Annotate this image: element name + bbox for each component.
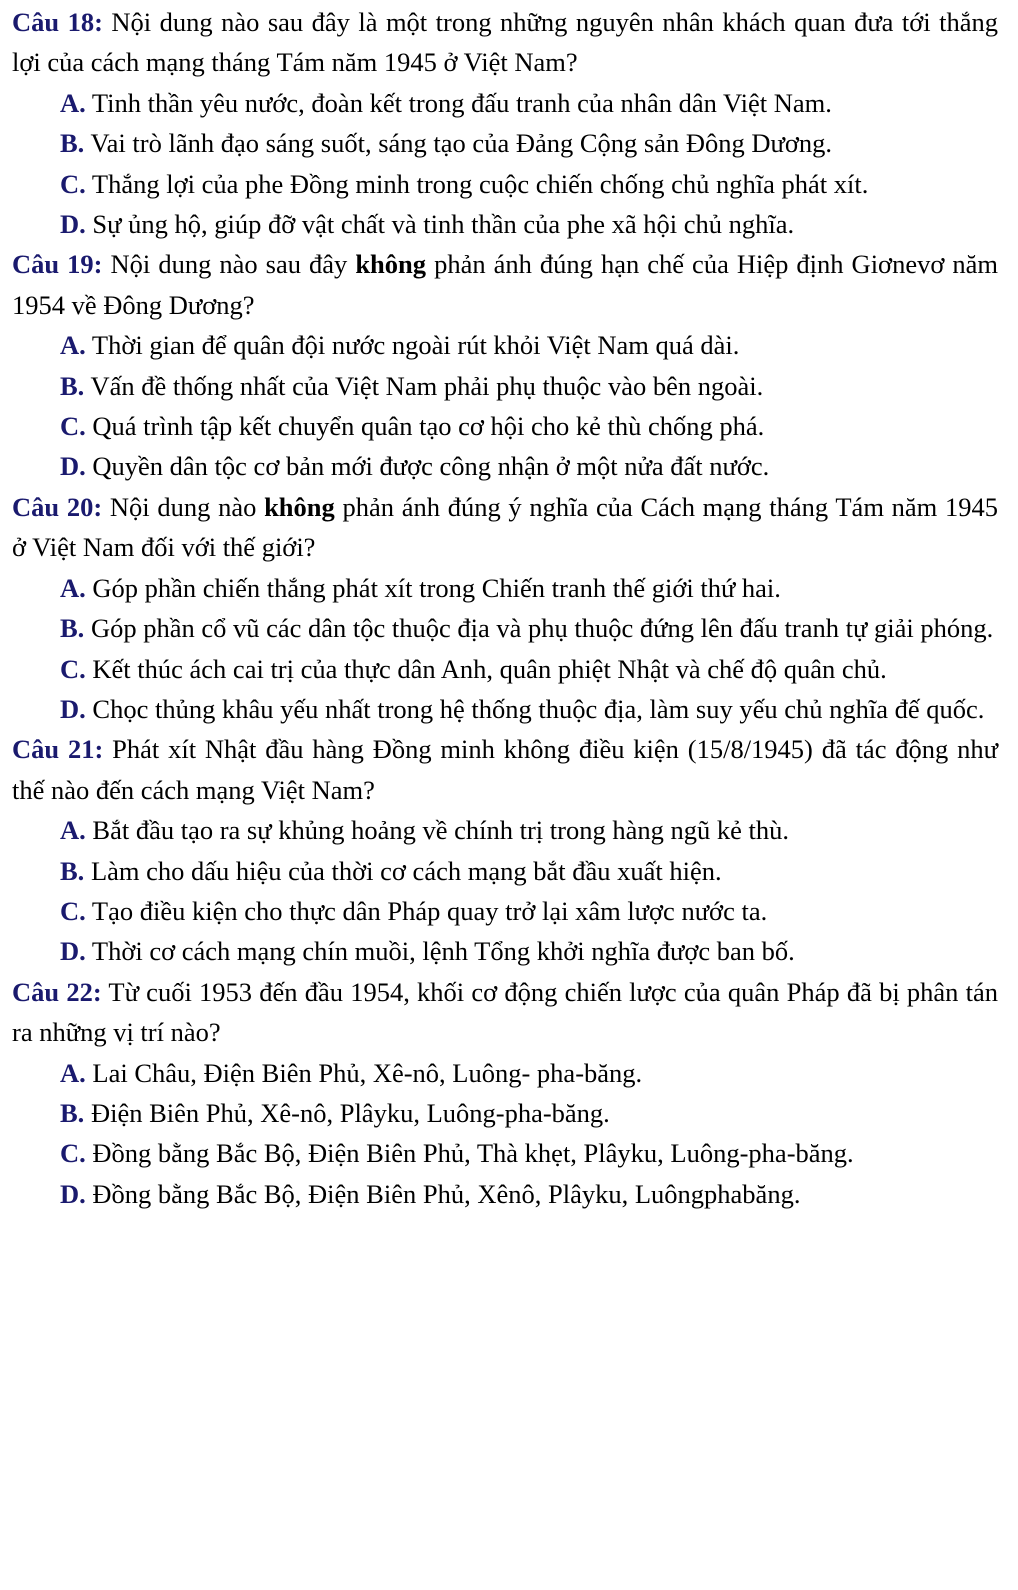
option-text: Đồng bằng Bắc Bộ, Điện Biên Phủ, Thà khẹt, Plâyku, Luông-pha-băng.: [85, 1138, 854, 1169]
option-letter: B.: [60, 370, 85, 401]
question-number: Câu 21:: [12, 734, 104, 765]
option-letter: D.: [60, 451, 86, 482]
option-a: [12, 568, 998, 608]
option-c: [12, 164, 998, 204]
option-letter: D.: [60, 209, 86, 240]
option-letter: C.: [60, 411, 86, 442]
option-letter: A.: [60, 572, 86, 603]
question-stem: [12, 244, 998, 325]
option-text: Thời cơ cách mạng chín muồi, lệnh Tổng khởi nghĩa được ban bố.: [85, 936, 795, 967]
option-d: [12, 446, 998, 486]
option-text: Bắt đầu tạo ra sự khủng hoảng về chính trị trong hàng ngũ kẻ thù.: [85, 815, 789, 846]
question-stem: [12, 2, 998, 83]
stem-emphasis: không: [355, 249, 427, 280]
option-text: Tinh thần yêu nước, đoàn kết trong đấu tranh của nhân dân Việt Nam.: [85, 87, 832, 118]
option-b: [12, 366, 998, 406]
option-letter: D.: [60, 693, 86, 724]
stem-text: phản ánh đúng hạn chế của Hiệp định Giơnevơ năm 1954 về Đông Dương?: [12, 249, 999, 320]
question-19: [12, 244, 998, 486]
question-stem: [12, 729, 998, 810]
question-stem: [12, 972, 998, 1053]
option-c: [12, 406, 998, 446]
option-b: [12, 123, 998, 163]
question-number: Câu 18:: [12, 7, 103, 37]
stem-text: Từ cuối 1953 đến đầu 1954, khối cơ động chiến lược của quân Pháp đã bị phân tán ra những vị trí nào?: [12, 976, 998, 1048]
question-number: Câu 22:: [12, 976, 102, 1007]
option-text: Tạo điều kiện cho thực dân Pháp quay trở lại xâm lược nước ta.: [85, 895, 768, 926]
option-a: [12, 1053, 998, 1093]
option-d: [12, 204, 998, 244]
question-stem: [12, 487, 998, 568]
option-letter: C.: [60, 168, 86, 199]
option-letter: B.: [60, 613, 85, 644]
option-text: Góp phần cổ vũ các dân tộc thuộc địa và phụ thuộc đứng lên đấu tranh tự giải phóng.: [84, 613, 994, 644]
stem-emphasis: không: [264, 491, 335, 522]
option-b: [12, 851, 998, 891]
option-c: [12, 649, 998, 689]
option-letter: B.: [60, 1097, 85, 1128]
option-text: Sự ủng hộ, giúp đỡ vật chất và tinh thần của phe xã hội chủ nghĩa.: [85, 209, 795, 240]
option-text: Điện Biên Phủ, Xê-nô, Plâyku, Luông-pha-băng.: [84, 1097, 610, 1128]
option-b: [12, 608, 998, 648]
option-letter: D.: [60, 936, 86, 967]
question-22: [12, 972, 998, 1214]
option-b: [12, 1093, 998, 1133]
option-letter: C.: [60, 895, 86, 926]
option-letter: A.: [60, 87, 86, 118]
stem-text: Nội dung nào sau đây: [102, 249, 356, 280]
option-text: Lai Châu, Điện Biên Phủ, Xê-nô, Luông- pha-băng.: [85, 1057, 643, 1088]
option-text: Chọc thủng khâu yếu nhất trong hệ thống thuộc địa, làm suy yếu chủ nghĩa đế quốc.: [85, 693, 985, 724]
question-20: [12, 487, 998, 729]
option-a: [12, 83, 998, 123]
stem-text: Nội dung nào sau đây là một trong những nguyên nhân khách quan đưa tới thắng lợi của cách mạng tháng Tám năm 1945 ở Việt Nam?: [12, 7, 998, 78]
option-d: [12, 689, 998, 729]
option-letter: B.: [60, 855, 85, 886]
option-text: Vấn đề thống nhất của Việt Nam phải phụ thuộc vào bên ngoài.: [84, 370, 764, 401]
option-text: Kết thúc ách cai trị của thực dân Anh, quân phiệt Nhật và chế độ quân chủ.: [85, 653, 887, 684]
option-letter: D.: [60, 1178, 86, 1209]
question-number: Câu 19:: [12, 249, 103, 280]
option-letter: B.: [60, 128, 85, 159]
question-18: [12, 2, 998, 244]
option-text: Góp phần chiến thắng phát xít trong Chiến tranh thế giới thứ hai.: [85, 572, 781, 603]
option-letter: C.: [60, 1138, 86, 1169]
option-text: Thắng lợi của phe Đồng minh trong cuộc chiến chống chủ nghĩa phát xít.: [85, 168, 869, 199]
option-text: Vai trò lãnh đạo sáng suốt, sáng tạo của Đảng Cộng sản Đông Dương.: [84, 128, 833, 159]
option-letter: C.: [60, 653, 86, 684]
option-a: [12, 810, 998, 850]
option-text: Quyền dân tộc cơ bản mới được công nhận ở một nửa đất nước.: [85, 451, 770, 482]
stem-text: Nội dung nào: [102, 491, 265, 522]
option-a: [12, 325, 998, 365]
option-letter: A.: [60, 1057, 86, 1088]
option-text: Làm cho dấu hiệu của thời cơ cách mạng bắt đầu xuất hiện.: [84, 855, 722, 886]
option-c: [12, 1133, 998, 1173]
option-letter: A.: [60, 330, 86, 361]
option-text: Quá trình tập kết chuyển quân tạo cơ hội cho kẻ thù chống phá.: [85, 411, 765, 442]
option-d: [12, 931, 998, 971]
option-text: Thời gian để quân đội nước ngoài rút khỏi Việt Nam quá dài.: [85, 330, 740, 361]
question-21: [12, 729, 998, 971]
question-number: Câu 20:: [12, 491, 103, 522]
option-c: [12, 891, 998, 931]
stem-text: Phát xít Nhật đầu hàng Đồng minh không điều kiện (15/8/1945) đã tác động như thế nào đến cách mạng Việt Nam?: [12, 734, 999, 805]
option-text: Đồng bằng Bắc Bộ, Điện Biên Phủ, Xênô, Plâyku, Luôngphabăng.: [85, 1178, 801, 1209]
stem-text: phản ánh đúng ý nghĩa của Cách mạng tháng Tám năm 1945 ở Việt Nam đối với thế giới?: [12, 491, 998, 563]
option-d: [12, 1174, 998, 1214]
option-letter: A.: [60, 815, 86, 846]
